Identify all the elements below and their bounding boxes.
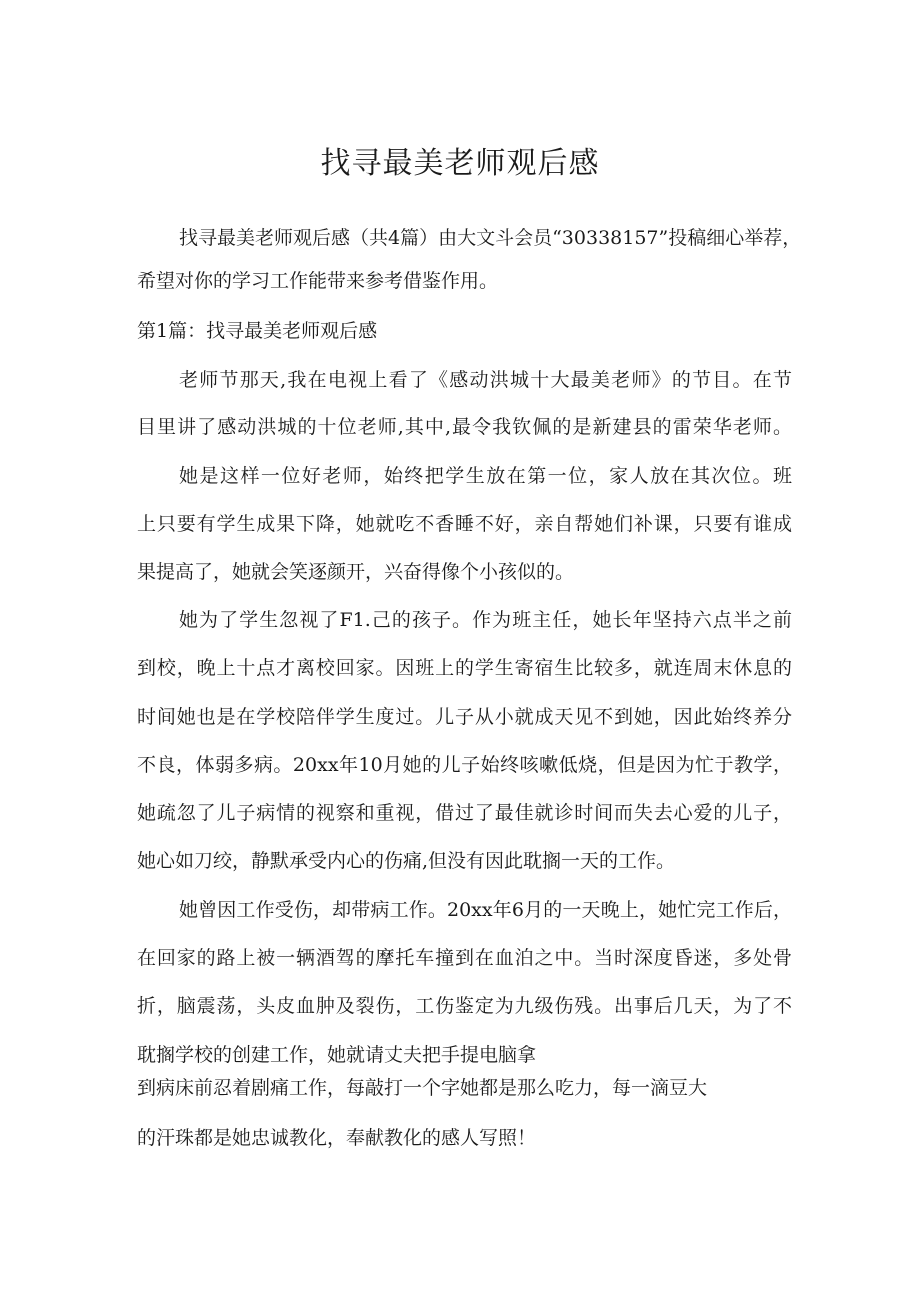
intro-line-2: 希望对你的学习工作能带来参考借鉴作用。 — [137, 270, 499, 292]
paragraph-3-line-4: 不良，体弱多病。20xx年10月她的儿子始终咳嗽低烧，但是因为忙于教学， — [137, 754, 792, 776]
paragraph-3-line-6: 她心如刀绞，静默承受内心的伤痛,但没有因此耽搁一天的工作。 — [137, 850, 676, 872]
paragraph-1-line-2: 目里讲了感动洪城的十位老师,其中,最令我钦佩的是新建县的雷荣华老师。 — [137, 416, 792, 438]
paragraph-3-line-5: 她疏忽了儿子病情的视察和重视，借过了最佳就诊时间而失去心爱的儿子， — [137, 802, 792, 824]
paragraph-4-line-5: 到病床前忍着剧痛工作，每敲打一个字她都是那么吃力，每一滴豆大 — [137, 1077, 708, 1099]
document-title: 找寻最美老师观后感 — [320, 146, 600, 181]
paragraph-4-line-2: 在回家的路上被一辆酒驾的摩托车撞到在血泊之中。当时深度昏迷，多处骨 — [137, 947, 792, 969]
paragraph-4-line-1: 她曾因工作受伤，却带病工作。20xx年6月的一天晚上，她忙完工作后， — [179, 899, 792, 921]
section-heading: 第1篇：找寻最美老师观后感 — [137, 320, 378, 342]
intro-line-1: 找寻最美老师观后感（共4篇）由大文斗会员“30338157”投稿细心举荐， — [179, 227, 802, 249]
paragraph-2-line-2: 上只要有学生成果下降，她就吃不香睡不好，亲自帮她们补课，只要有谁成 — [137, 513, 792, 535]
paragraph-4-line-4: 耽搁学校的创建工作，她就请丈夫把手提电脑拿 — [137, 1044, 537, 1066]
paragraph-3-line-3: 时间她也是在学校陪伴学生度过。儿子从小就成天见不到她，因此始终养分 — [137, 706, 792, 728]
paragraph-3-line-2: 到校，晚上十点才离校回家。因班上的学生寄宿生比较多，就连周末休息的 — [137, 657, 792, 679]
paragraph-1-line-1: 老师节那天,我在电视上看了《感动洪城十大最美老师》的节目。在节 — [179, 369, 792, 391]
paragraph-4-line-3: 折，脑震荡，头皮血肿及裂伤，工伤鉴定为九级伤残。出事后几天，为了不 — [137, 995, 792, 1017]
paragraph-4-line-6: 的汗珠都是她忠诚教化，奉献教化的感人写照！ — [137, 1127, 537, 1149]
paragraph-2-line-3: 果提高了，她就会笑逐颜开，兴奋得像个小孩似的。 — [137, 561, 575, 583]
paragraph-2-line-1: 她是这样一位好老师，始终把学生放在第一位，家人放在其次位。班 — [179, 465, 792, 487]
paragraph-3-line-1: 她为了学生忽视了F1.己的孩子。作为班主任，她长年坚持六点半之前 — [179, 609, 792, 631]
